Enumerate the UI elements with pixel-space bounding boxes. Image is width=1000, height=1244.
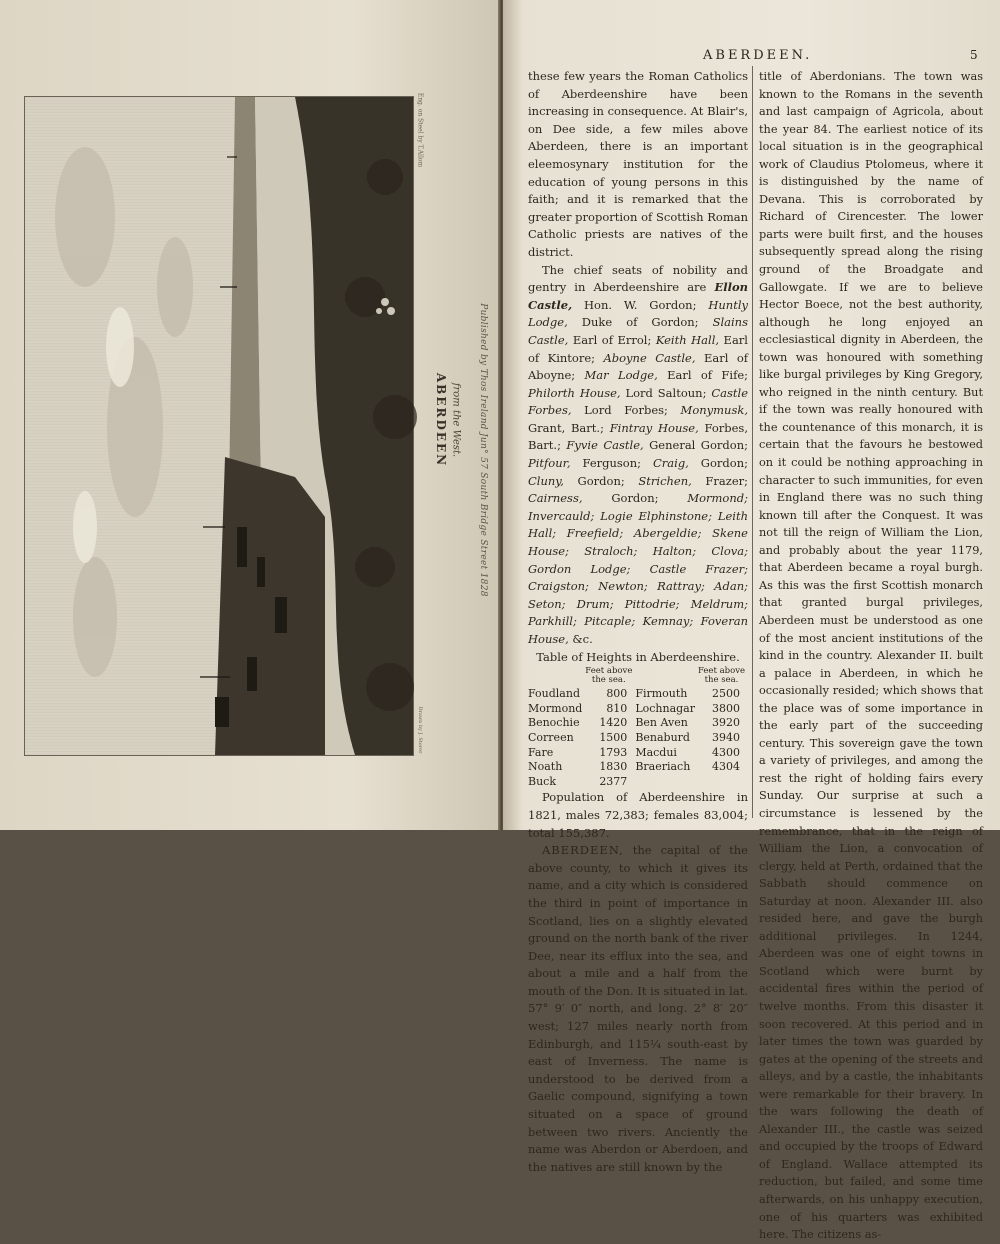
seat-name: Mar Lodge,: [584, 368, 658, 383]
paragraph-population: Population of Aberdeenshire in 1821, males 72,383; females 83,004; total 155,387.: [528, 790, 748, 840]
paragraph-aberdeen: [528, 842, 748, 1176]
seat-name: Slains Castle,: [528, 315, 748, 347]
height-place: [635, 775, 695, 790]
seat-name: Keith Hall,: [655, 332, 720, 347]
heights-row: [528, 687, 748, 702]
aberdeen-text: the capital of the above county, to which it gives its name, and a city which is considered the third in point of importance in Scotland, lies on a slightly elevated ground on the north bank of the river Dee, near its efflux into the sea, and about a mile and a half from the mouth of the Don. It is situated in lat. 57° 9′ 0″ north, and long. 2° 8′ 20″ west; 127 miles nearly north from Edinburgh, and 115¼ south-east by east of Inverness. The name is understood to be derived from a Gaelic compound, signifying a town situated on a space of ground between two rivers. Anciently the name was Aberdon or Aberdoen, and the natives are still known by the: [528, 843, 748, 1174]
heights-row: [528, 746, 748, 761]
seat-owner: General Gordon;: [643, 438, 748, 453]
seat-owner: Lord Forbes;: [571, 403, 681, 418]
seat-owner: Ferguson;: [570, 456, 653, 471]
heights-row: [528, 775, 748, 790]
seat-owner: Lord Saltoun;: [620, 385, 712, 400]
height-value: 1830: [599, 760, 628, 774]
seat-name: Fintray House,: [609, 420, 699, 435]
height-value: 3920: [712, 716, 740, 730]
seat-name: Ellon Castle,: [528, 280, 748, 312]
height-place: Braeriach: [635, 760, 691, 774]
seat-owner: Hon. W. Gordon;: [572, 297, 709, 312]
paragraph-history: title of Aberdonians. The town was known to the Romans in the seventh and last campaign of Agricola, about the year 84. The earliest notice of its local situation is in the geographical work of Claudius Ptolomeus, where it is distinguished by the name of Devana. This is corroborated by Richard of Cirencester. The lower parts were built first, and the houses subsequently spread along the rising ground of the Broadgate and Gallowgate. If we are to believe Hector Boece, not the best authority, although he long enjoyed an ecclesiastical dignity in Aberdeen, the town was honoured with something like burgal privileges by King Gregory, who reigned in the ninth century. But if the town was really honoured with the countenance of this monarch, it is certain that the favours he bestowed on it could be nothing approaching in character to such immunities, for even in England there was no such thing known till after the Conquest. It was not till the reign of William the Lion, and probably about the year 1179, that Aberdeen became a royal burgh. As this was the first Scottish monarch that granted burgal privileges, Aberdeen must be understood as one of the most ancient institutions of the kind in the country. Alexander II. built a palace in Aberdeen, in which he occasionally resided; which shows that the place was of some importance in the early part of the succeeding century. This sovereign gave the town a variety of privileges, and among the rest the right of holding fairs every Sunday. Our surprise at such a circumstance is lessened by the remembrance, that in the reign of William the Lion, a convocation of clergy, held at Perth, ordained that the Sabbath should commence on Saturday at noon. Alexander III. also resided here, and gave the burgh additional privileges. In 1244, Aberdeen was one of eight towns in Scotland which were burnt by accidental fires within the period of twelve months. From this disaster it soon recovered. At this period and in later times the town was guarded by gates at the opening of the streets and alleys, and by a castle, the inhabitants were remarkable for their bravery. In the wars following the death of Alexander III., the castle was seized and occupied by the troops of Edward of England. Wallace attempted its reduction, but failed, and some time afterwards, on his unhappy execution, one of his quarters was exhibited here. The citizens as-: [759, 70, 983, 1242]
heights-header-left: Feet above the sea.: [585, 666, 633, 686]
plate-title: ABERDEEN: [434, 372, 448, 468]
plate-engraver-credit: Eng. on Steel by T.Allom: [416, 92, 424, 168]
height-value: 2500: [712, 687, 740, 701]
plate-drawer-credit: Drawn by J. Storer: [417, 706, 423, 754]
heights-row: [528, 716, 748, 731]
height-value: 3940: [712, 730, 740, 744]
seat-name: Huntly Lodge,: [528, 297, 748, 330]
plate-subtitle: from the West.: [450, 382, 462, 458]
column-rule: [752, 66, 753, 818]
engraving-plate: [24, 96, 414, 756]
heights-header-right: Feet above the sea.: [697, 666, 746, 686]
seat-name: Monymusk,: [680, 403, 748, 418]
height-value: [695, 775, 748, 790]
seat-name: Philorth House,: [528, 385, 621, 400]
heights-row: [528, 760, 748, 775]
seat-owner: Forbes, Bart.;: [528, 420, 748, 453]
height-place: Fare: [528, 745, 554, 759]
height-place: Ben Aven: [635, 716, 688, 730]
seat-name: Mormond; Invercauld; Logie Elphinstone; Leith Hall; Freefield; Abergeldie; Skene House; Straloch; Halton; Clova; Gordon Lodge; Castle Frazer; Craigston; Newton; Rattray; Adan; Seton; Drum; Pittodrie; Meldrum; Parkhill; Pitcaple; Kemnay; Foveran House,: [528, 491, 748, 646]
height-place: Correen: [528, 730, 574, 744]
height-value: 1500: [599, 730, 628, 744]
height-place: Mormond: [528, 701, 583, 715]
seat-name: Cluny,: [528, 473, 564, 488]
height-value: 4300: [712, 745, 740, 759]
height-value: 810: [606, 701, 628, 715]
seat-name: Aboyne Castle,: [603, 350, 696, 365]
height-place: Benaburd: [635, 730, 690, 744]
seat-name: Castle Forbes,: [528, 385, 749, 418]
paragraph-catholics: these few years the Roman Catholics of Aberdeenshire have been increasing in consequence. At Blair's, on Dee side, a few miles above Aberdeen, there is an important eleemosynary institution for the education of young persons in this faith; and it is remarked that the greater proportion of Scottish Roman Catholic priests are natives of the district.: [528, 69, 748, 259]
text-column-right: [759, 68, 983, 1244]
left-page: [0, 0, 500, 830]
text-column-left: [528, 68, 748, 1176]
seats-intro: The chief seats of nobility and gentry in Aberdeenshire are: [528, 262, 748, 295]
height-value: 800: [606, 687, 628, 701]
height-place: Macdui: [635, 745, 677, 759]
heights-row: [528, 702, 748, 717]
height-value: 4304: [712, 760, 740, 774]
seat-owner: Frazer;: [691, 473, 748, 488]
seat-name: Craig,: [652, 456, 689, 471]
aberdeen-lead: ABERDEEN,: [542, 843, 624, 858]
seat-name: Strichen,: [638, 473, 692, 488]
seat-owner: Earl of Aboyne;: [528, 350, 748, 383]
heights-table-title: Table of Heights in Aberdeenshire.: [536, 649, 740, 664]
height-value: 2377: [599, 774, 628, 788]
seat-owner: Gordon;: [563, 473, 639, 488]
seat-name: Fyvie Castle,: [566, 438, 644, 453]
height-place: Foudland: [528, 687, 580, 701]
height-place: Lochnagar: [635, 701, 695, 715]
paragraph-seats: [528, 262, 748, 649]
seat-owner: Grant, Bart.;: [528, 420, 610, 435]
seat-name: Pitfour,: [528, 456, 571, 471]
page-number: 5: [970, 48, 978, 62]
heights-table: [528, 667, 748, 789]
height-place: Noath: [528, 760, 563, 774]
right-page: [503, 0, 1000, 1242]
seat-owner: &c.: [568, 632, 593, 646]
seat-owner: Gordon;: [688, 456, 748, 471]
seat-owner: Earl of Fife;: [657, 368, 749, 383]
seat-owner: Gordon;: [582, 491, 688, 506]
plate-publisher-line: Published by Thos Ireland Jun° 57 South Bridge Street 1828: [478, 303, 488, 597]
height-value: 1793: [599, 745, 628, 759]
seat-owner: Earl of Kintore;: [528, 332, 748, 365]
height-value: 1420: [599, 716, 628, 730]
seat-name: Cairness,: [528, 491, 583, 506]
height-place: Benochie: [528, 716, 580, 730]
engraving-illustration: [25, 97, 413, 755]
height-place: Firmouth: [635, 687, 688, 701]
seat-owner: Earl of Errol;: [568, 332, 656, 347]
seats-list: [528, 280, 748, 646]
height-value: 3800: [712, 701, 740, 715]
heights-row: [528, 731, 748, 746]
heights-table-body: [528, 687, 748, 789]
running-head: ABERDEEN.: [703, 48, 813, 63]
height-place: Buck: [528, 774, 556, 788]
seat-owner: Duke of Gordon;: [567, 315, 713, 330]
